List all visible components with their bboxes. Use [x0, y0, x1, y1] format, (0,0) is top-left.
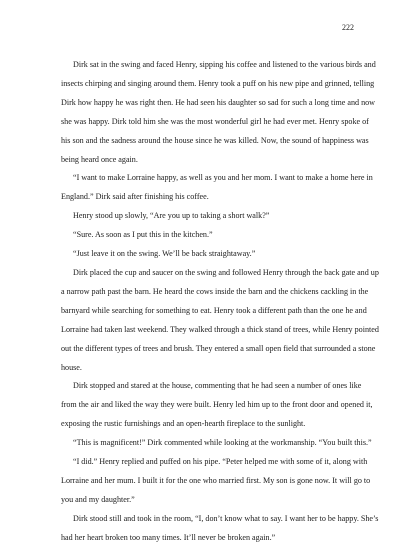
page-number: 222: [342, 23, 354, 32]
paragraph: “Just leave it on the swing. We’ll be back straightaway.”: [73, 249, 256, 259]
paragraph: Dirk stood still and took in the room, “I, don’t know what to say. I want her to be happy. She’s had her heart broken too many times. It’ll never be broken again.”: [61, 513, 379, 542]
paragraph: Henry stood up slowly, “Are you up to taking a short walk?”: [73, 211, 270, 221]
paragraph: Dirk stopped and stared at the house, commenting that he had seen a number of ones like from the air and liked the way they were built. Henry led him up to the front door and opened it, exposing the rustic furnishings and an open-hearth fireplace to the sunlight.: [61, 381, 373, 429]
paragraph: “Sure. As soon as I put this in the kitchen.”: [73, 230, 213, 240]
paragraph: “I did.” Henry replied and puffed on his pipe. “Peter helped me with some of it, along with Lorraine and her mum. I built it for the one who married first. My son is gone now. It will go to you and my daughter.”: [61, 457, 371, 504]
paragraph: Dirk sat in the swing and faced Henry, sipping his coffee and listened to the various birds and insects chirping and singing around them. Henry took a puff on his new pipe and grinned, telling Dirk how happy he was right then. He had seen his daughter so sad for such a long time and now she was happy. Dirk told him she was the most wonderful girl he had ever met. Henry spoke of his son and the sadness around the house since he was killed. Now, the sound of happiness was being heard once again.: [61, 60, 376, 164]
paragraph: “I want to make Lorraine happy, as well as you and her mom. I want to make a home here in England.” Dirk said after finishing his coffee.: [61, 173, 373, 202]
paragraph: “This is magnificent!” Dirk commented while looking at the workmanship. “You built this.”: [73, 438, 372, 448]
body-text: [61, 56, 379, 548]
paragraph: Dirk placed the cup and saucer on the swing and followed Henry through the back gate and up a narrow path past the barn. He heard the cows inside the barn and the chickens cackling in the barnyard while searching for something to eat. Henry took a different path than the one he and Lorraine had taken last weekend. They walked through a thick stand of trees, while Henry pointed out the different types of trees and brush. They entered a small open field that surrounded a stone house.: [61, 267, 379, 372]
